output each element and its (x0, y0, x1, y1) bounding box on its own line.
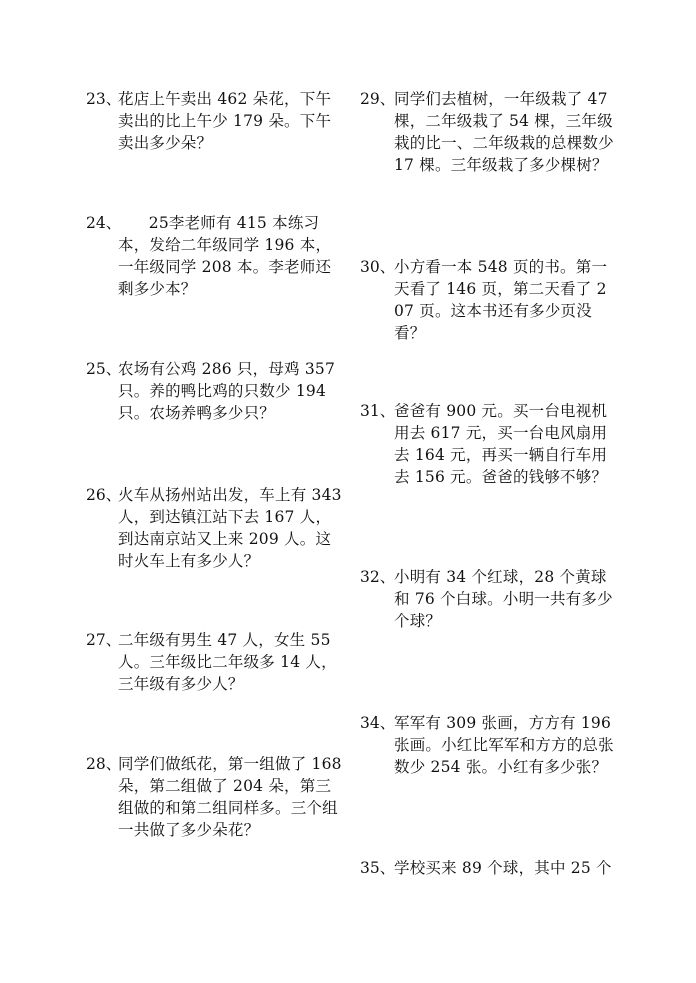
problem-number: 30、 (360, 258, 396, 276)
problem-text: 花店上午卖出 462 朵花，下午卖出的比上午少 179 朵。下午卖出多少朵？ (118, 90, 332, 152)
problem-number: 31、 (360, 402, 396, 420)
problem-text: 火车从扬州站出发，车上有 343 人，到达镇江站下去 167 人，到达南京站又上来 209 人。这时火车上有多少人？ (118, 486, 342, 570)
problem-number: 24、 (86, 214, 122, 232)
problem-32 (360, 566, 616, 632)
problem-31 (360, 400, 616, 488)
problem-23 (86, 88, 346, 154)
problem-text: 农场有公鸡 286 只，母鸡 357 只。养的鸭比鸡的只数少 194 只。农场养鸭多少只？ (118, 360, 336, 422)
problem-35 (360, 857, 616, 879)
problem-text: 军军有 309 张画，方方有 196 张画。小红比军军和方方的总张数少 254 张。小红有多少张？ (394, 714, 614, 776)
problem-text: 爸爸有 900 元。买一台电视机用去 617 元，买一台电风扇用去 164 元，再买一辆自行车用去 156 元。爸爸的钱够不够？ (394, 402, 608, 486)
problem-number: 23、 (86, 90, 122, 108)
problem-number: 28、 (86, 755, 122, 773)
problem-number: 35、 (360, 859, 396, 877)
problem-number: 25、 (86, 360, 122, 378)
problem-text: 25李老师有 415 本练习本，发给二年级同学 196 本，一年级同学 208 本。李老师还剩多少本？ (118, 214, 332, 298)
problem-26 (86, 484, 346, 572)
problem-number: 27、 (86, 631, 122, 649)
problem-34 (360, 712, 616, 778)
problem-text: 小方看一本 548 页的书。第一天看了 146 页，第二天看了 207 页。这本书还有多少页没看？ (394, 258, 608, 342)
problem-text: 小明有 34 个红球，28 个黄球和 76 个白球。小明一共有多少个球？ (394, 568, 613, 630)
problem-text: 同学们去植树，一年级栽了 47 棵，二年级栽了 54 棵，三年级栽的比一、二年级栽的总棵数少 17 棵。三年级栽了多少棵树？ (394, 90, 614, 174)
problem-number: 34、 (360, 714, 396, 732)
problem-28 (86, 753, 346, 841)
problem-24 (86, 212, 346, 300)
problem-25 (86, 358, 346, 424)
problem-27 (86, 629, 346, 695)
problem-text: 学校买来 89 个球，其中 25 个 (394, 859, 612, 877)
problem-text: 同学们做纸花，第一组做了 168 朵，第二组做了 204 朵，第三组做的和第二组同样多。三个组一共做了多少朵花？ (118, 755, 342, 839)
problem-30 (360, 256, 616, 344)
problem-text: 二年级有男生 47 人，女生 55 人。三年级比二年级多 14 人，三年级有多少人？ (118, 631, 337, 693)
problem-number: 29、 (360, 90, 396, 108)
problem-number: 26、 (86, 486, 122, 504)
problem-29 (360, 88, 616, 176)
problem-number: 32、 (360, 568, 396, 586)
